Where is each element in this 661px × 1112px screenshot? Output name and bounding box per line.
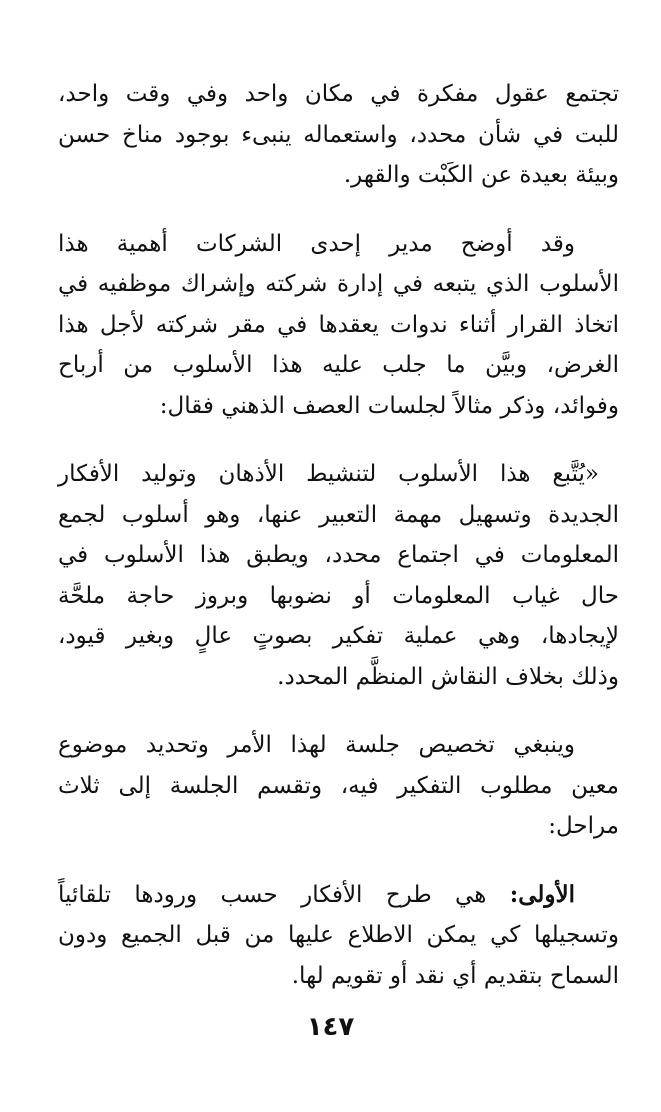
text-line: المعلومات في اجتماع محدد، ويطبق هذا الأسلوب في — [58, 542, 619, 568]
text-line: «يُتَّبع هذا الأسلوب لتنشيط الأذهان وتوليد الأفكار — [58, 461, 599, 487]
text-line — [58, 875, 619, 916]
text-line: وبيئة بعيدة عن الكَبْت والقهر. — [343, 162, 619, 188]
text-line: وقد أوضح مدير إحدى الشركات أهمية هذا — [58, 230, 575, 257]
text-line: اتخاذ القرار أثناء ندوات يعقدها في مقر شركته لأجل هذا — [58, 311, 619, 338]
text-line: حال غياب المعلومات أو نضوبها وبروز حاجة ملحَّة — [58, 582, 619, 609]
text-line: السماح بتقديم أي نقد أو تقويم لها. — [291, 962, 619, 989]
paragraph-3-quote — [58, 454, 619, 697]
stage-text: هي طرح الأفكار حسب ورودها تلقائياً — [58, 881, 510, 908]
text-line: معين مطلوب التفكير فيه، وتقسم الجلسة إلى ثلاث — [58, 772, 619, 799]
text-line: تجتمع عقول مفكرة في مكان واحد وفي وقت واحد، — [58, 81, 619, 107]
text-line: لإيجادها، وهي عملية تفكير بصوتٍ عالٍ وبغير قيود، — [58, 623, 619, 649]
paragraph-2 — [58, 224, 619, 427]
text-line: مراحل: — [548, 813, 619, 839]
text-line: الغرض، وبيَّن ما جلب عليه هذا الأسلوب من أرباح — [58, 352, 619, 378]
text-line: الجديدة وتسهيل مهمة التعبير عنها، وهو أسلوب لجمع — [58, 501, 619, 528]
text-line: وينبغي تخصيص جلسة لهذا الأمر وتحديد موضوع — [58, 732, 575, 758]
text-line: وذلك بخلاف النقاش المنظَّم المحدد. — [277, 663, 619, 690]
page-body — [58, 74, 619, 1024]
text-line: للبت في شأن محدد، واستعماله ينبىء بوجود مناخ حسن — [58, 121, 619, 148]
text-line: وفوائد، وذكر مثالاً لجلسات العصف الذهني فقال: — [159, 392, 619, 419]
text-line: الأسلوب الذي يتبعه في إدارة شركته وإشراك موظفيه في — [58, 271, 619, 297]
paragraph-4 — [58, 725, 619, 847]
paragraph-1 — [58, 74, 619, 196]
stage-label: الأولى: — [509, 880, 575, 908]
paragraph-5 — [58, 875, 619, 997]
text-line: وتسجيلها كي يمكن الاطلاع عليها من قبل الجميع ودون — [58, 922, 619, 948]
page-number: ١٤٧ — [306, 1012, 355, 1042]
